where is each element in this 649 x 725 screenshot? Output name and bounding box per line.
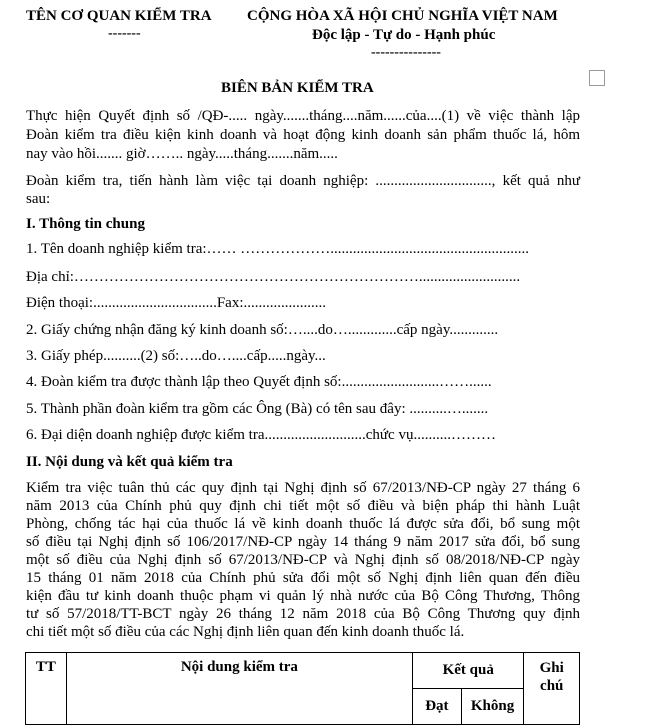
motto-rule: --------------- [371,45,441,60]
info-item: 3. Giấy phép..........(2) số:…..do…....cấp.....ngày... [26,348,326,364]
info-item: Địa chỉ:……………………………………………………………........................... [26,269,521,285]
info-item: 4. Đoàn kiểm tra được thành lập theo Quyết định số:..........................……...... [26,374,492,390]
motto: Độc lập - Tự do - Hạnh phúc [312,27,496,43]
header-note-line-1: Ghi [539,660,564,676]
paragraph-line: tư số 57/2018/TT-BCT ngày 26 tháng 12 năm 2018 của Bộ Công Thương quy định [26,606,580,622]
section1-heading: I. Thông tin chung [26,216,145,232]
intro2-line-1: Đoàn kiểm tra, tiến hành làm việc tại doanh nghiệp: ..............................., kết quả như [26,173,580,189]
paragraph-line: kiện đầu tư kinh doanh thuộc phạm vi quản lý nhà nước của Bộ Công Thương, Thông [26,588,580,604]
inspection-table [25,652,580,725]
info-item: Điện thoại:.................................Fax:...................... [26,295,326,311]
section2-heading: II. Nội dung và kết quả kiểm tra [26,454,233,470]
info-item: 6. Đại diện doanh nghiệp được kiểm tra...........................chức vụ..........……… [26,427,496,443]
header-tt: TT [26,653,67,725]
header-note [524,653,580,725]
intro2-line-2: sau: [26,191,51,207]
paragraph-line: một số điều của Nghị định số 67/2013/NĐ-CP và Nghị định số 08/2018/NĐ-CP ngày [26,552,580,568]
header-content: Nội dung kiểm tra [66,653,412,725]
paragraph-line: Kiểm tra việc tuân thủ các quy định tại Nghị định số 67/2013/NĐ-CP ngày 27 tháng 6 [26,480,580,496]
intro-line-3: nay vào hồi....... giờ…….. ngày.....tháng.......năm..... [26,146,338,162]
info-item: 2. Giấy chứng nhận đăng ký kinh doanh số:…....do….............cấp ngày............. [26,322,499,338]
paragraph-line: chi tiết một số điều của các Nghị định liên quan đến kinh doanh thuốc lá. [26,624,465,640]
paragraph-line: Phòng, chống tác hại của thuốc lá về kinh doanh thuốc lá được sửa đổi, bổ sung một [26,516,580,532]
header-note-line-2: chú [540,678,564,694]
paragraph-line: số điều tại Nghị định số 106/2017/NĐ-CP ngày 14 tháng 9 năm 2017 sửa đổi, bổ sung [26,534,580,550]
header-fail: Không [461,689,524,725]
paragraph-line: 15 tháng 01 năm 2018 của Chính phủ sửa đổi một số Nghị định liên quan đến điều [26,570,580,586]
nation-title: CỘNG HÒA XÃ HỘI CHỦ NGHĨA VIỆT NAM [247,8,558,24]
header-pass: Đạt [413,689,462,725]
intro-line-1: Thực hiện Quyết định số /QĐ-..... ngày.......tháng....năm......của....(1) về việc thành lập [26,108,580,124]
paragraph-line: năm 2013 của Chính phủ quy định chi tiết một số điều và biện pháp thi hành Luật [26,498,580,514]
info-item: 5. Thành phần đoàn kiểm tra gồm các Ông (Bà) có tên sau đây: ..........…....... [26,401,489,417]
agency-name: TÊN CƠ QUAN KIỂM TRA [26,8,212,24]
header-result: Kết quả [413,653,524,689]
document-title: BIÊN BẢN KIỂM TRA [221,80,374,96]
checkbox[interactable] [589,70,605,86]
info-item: 1. Tên doanh nghiệp kiểm tra:…… ………………..................................................... [26,241,530,257]
intro-line-2: Đoàn kiểm tra điều kiện kinh doanh và hoạt động kinh doanh sản phẩm thuốc lá, hôm [26,127,580,143]
agency-rule: ------- [108,26,141,41]
